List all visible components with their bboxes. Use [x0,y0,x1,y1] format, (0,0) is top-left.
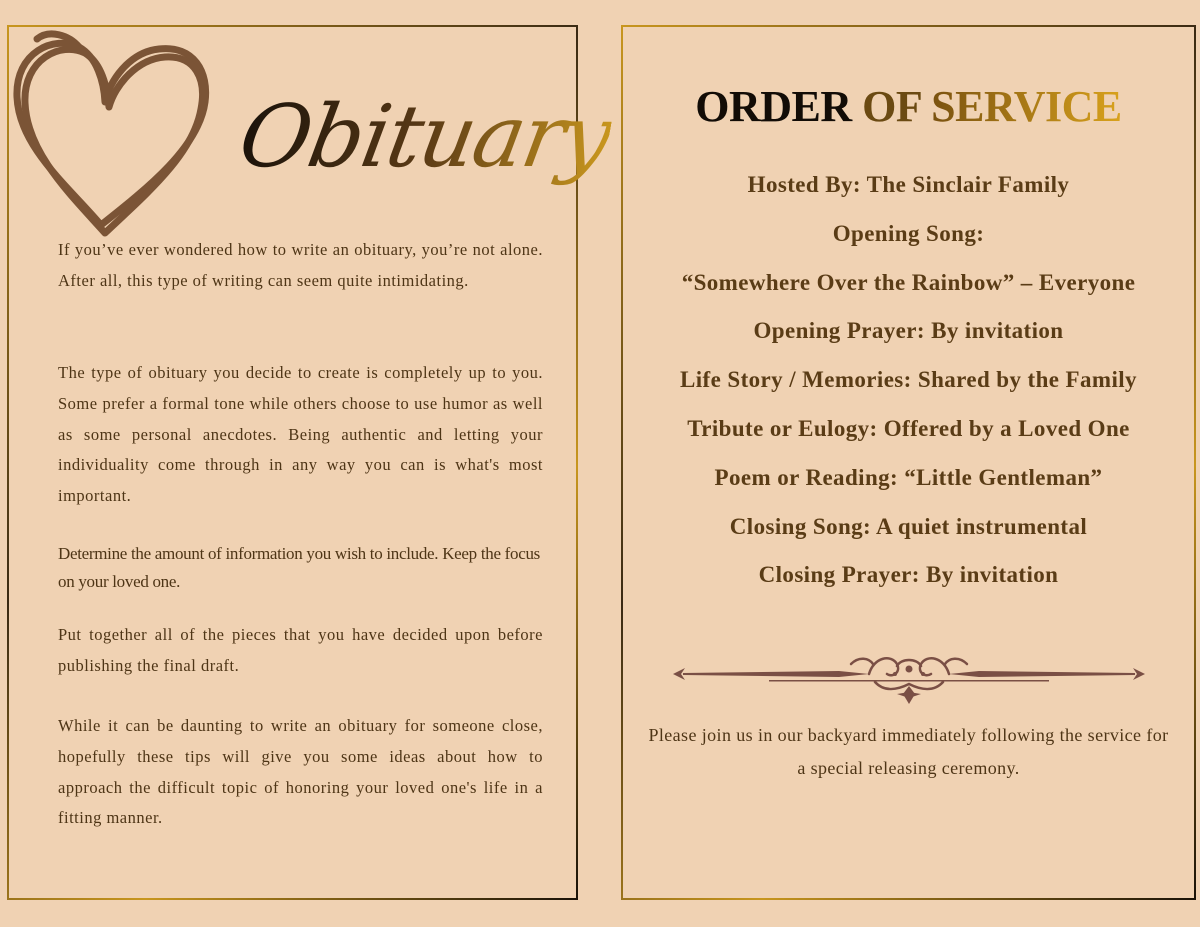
obituary-title: Obituary [232,87,618,187]
order-of-service-title [623,81,1194,132]
title-word-service: SERVICE [931,82,1122,131]
title-word-order: ORDER [695,82,852,131]
service-item-life-story: Life Story / Memories: Shared by the Family [680,367,1137,393]
obituary-paragraph-1: If you’ve ever wondered how to write an obituary, you’re not alone. After all, this type of writing can seem quite intimidating. [58,240,543,290]
service-item-tribute: Tribute or Eulogy: Offered by a Loved One [687,415,1130,441]
service-item-opening-song: Opening Song: [832,220,985,246]
ornamental-divider-icon [669,652,1149,710]
service-item-closing-song: Closing Song: A quiet instrumental [729,513,1088,539]
obituary-paragraph-2: The type of obituary you decide to create is completely up to you. Some prefer a formal tone while others choose to use humor as well as some personal anecdotes. Being authentic and letting your individuality come through in any way you can is what's most important. [58,363,543,506]
obituary-panel [7,25,618,900]
service-item-opening-prayer: Opening Prayer: By invitation [753,318,1064,344]
order-of-service-panel [621,25,1196,900]
heart-icon [9,27,214,242]
service-item-song-title: “Somewhere Over the Rainbow” – Everyone [681,269,1136,295]
service-item-host: Hosted By: The Sinclair Family [747,172,1070,197]
service-item-closing-prayer: Closing Prayer: By invitation [758,562,1059,588]
obituary-paragraph-3: Determine the amount of information you wish to include. Keep the focus on your loved one. [58,544,540,591]
obituary-paragraph-5: While it can be daunting to write an obituary for someone close, hopefully these tips will give you some ideas about how to approach the difficult topic of honoring your loved one's life in a fitting manner. [58,716,543,828]
service-item-poem: Poem or Reading: “Little Gentleman” [714,464,1103,490]
service-items-list [623,167,1194,606]
obituary-paragraph-4: Put together all of the pieces that you have decided upon before publishing the final draft. [58,625,543,675]
title-word-of: OF [862,82,921,131]
closing-note: Please join us in our backyard immediately following the service for a special releasing ceremony. [648,725,1169,778]
